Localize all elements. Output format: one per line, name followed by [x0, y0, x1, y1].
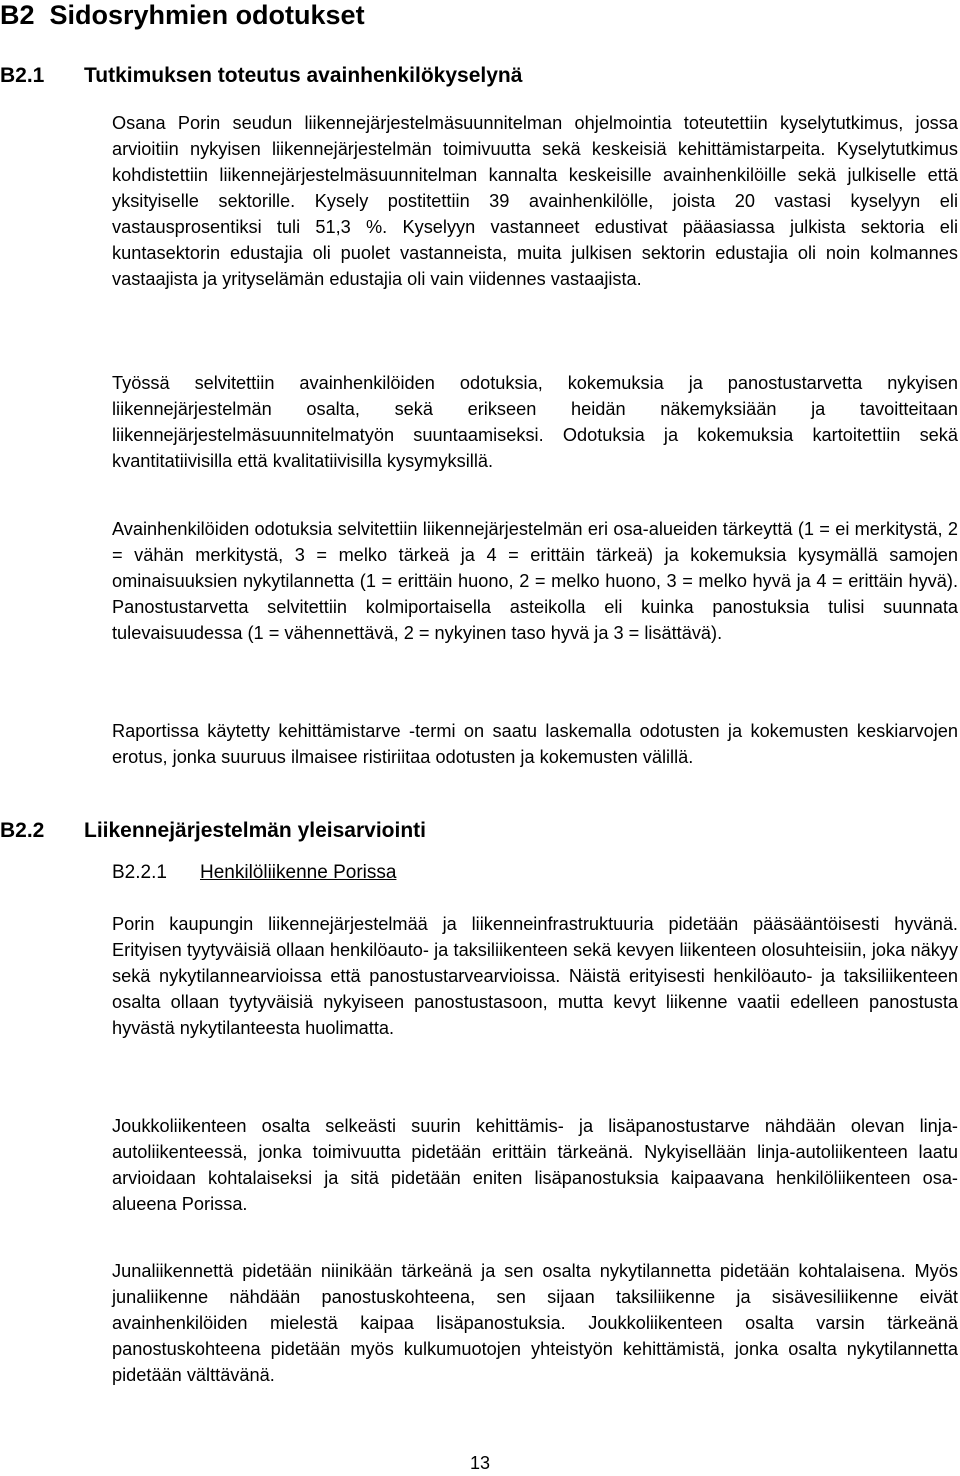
- subsection-heading-b2-1: [0, 63, 522, 89]
- paragraph: Osana Porin seudun liikennejärjestelmäsuunnitelman ohjelmointia toteutettiin kyselytutkimus, jossa arvioitiin nykyisen liikennejärjestelmän toimivuutta sekä keskeisiä kehittämistarpeita. Kyselytutkimus kohdistettiin liikennejärjestelmäsuunnitelman kannalta keskeisille avainhenkilöille sekä julkiselle että yksityiselle sektorille. Kysely postitettiin 39 avainhenkilölle, joista 20 vastasi kyselyyn eli vastausprosentiksi tuli 51,3 %. Kyselyyn vastanneet edustivat pääasiassa julkista sektoria eli kuntasektorin edustajia oli puolet vastanneista, muita julkisen sektorin edustajia oli noin kolmannes vastaajista ja yrityselämän edustajia oli vain viidennes vastaajista.: [112, 113, 958, 289]
- paragraph: Porin kaupungin liikennejärjestelmää ja liikenneinfrastruktuuria pidetään pääsääntöisesti hyvänä. Erityisen tyytyväisiä ollaan henkilöauto- ja taksiliikenteen sekä kevyen liikenteen olosuhteisiin, joka näkyy sekä nykytilannearvioissa että panostustarvearvioissa. Näistä erityisesti henkilöauto- ja taksiliikenteen osalta ollaan tyytyväisiä nykyiseen panostustasoon, mutta kevyt liikenne vaatii edelleen panostusta hyvästä nykytilanteesta huolimatta.: [112, 914, 958, 1038]
- paragraph: Junaliikennettä pidetään niinikään tärkeänä ja sen osalta nykytilannetta pidetään kohtalaisena. Myös junaliikenne nähdään panostuskohteena, sen sijaan taksiliikenne ja sisävesiliikenne eivät avainhenkilöiden mielestä kaipaa lisäpanostuksia. Joukkoliikenteen osalta varsin tärkeänä panostuskohteena pidetään myös kulkumuotojen yhteistyön kehittämistä, jonka osalta nykytilannetta pidetään välttävänä.: [112, 1261, 958, 1385]
- section-title: B2 Sidosryhmien odotukset: [0, 0, 365, 30]
- paragraph: Työssä selvitettiin avainhenkilöiden odotuksia, kokemuksia ja panostustarvetta nykyisen liikennejärjestelmän osalta, sekä erikseen heidän näkemyksiään ja tavoitteitaan liikennejärjestelmäsuunnitelmatyön suuntaamiseksi. Odotuksia ja kokemuksia kartoitettiin sekä kvantitatiivisilla että kvalitatiivisilla kysymyksillä.: [112, 373, 958, 471]
- paragraph: Joukkoliikenteen osalta selkeästi suurin kehittämis- ja lisäpanostustarve nähdään olevan linja-autoliikenteessä, jonka toimivuutta pidetään erittäin tärkeänä. Nykyisellään linja-autoliikenteen laatu arvioidaan kohtalaiseksi ja sitä pidetään eniten lisäpanostuksia kaipaavana henkilöliikenteen osa-alueena Porissa.: [112, 1116, 958, 1214]
- subsection-number: B2.2: [0, 819, 45, 842]
- subsubsection-number: B2.2.1: [112, 862, 167, 883]
- paragraph: Avainhenkilöiden odotuksia selvitettiin liikennejärjestelmän eri osa-alueiden tärkeyttä (1 = ei merkitystä, 2 = vähän merkitystä, 3 = melko tärkeä ja 4 = erittäin tärkeä) ja kokemuksia kysymällä samojen ominaisuuksien nykytilannetta (1 = erittäin huono, 2 = melko huono, 3 = melko hyvä ja 4 = erittäin hyvä). Panostustarvetta selvitettiin kolmiportaisella asteikolla eli kuinka panostuksia tulisi suunnata tulevaisuudessa (1 = vähennettävä, 2 = nykyinen taso hyvä ja 3 = lisättävä).: [112, 519, 958, 643]
- subsection-heading-b2-2: [0, 818, 426, 844]
- paragraph: Raportissa käytetty kehittämistarve -termi on saatu laskemalla odotusten ja kokemusten keskiarvojen erotus, jonka suuruus ilmaisee ristiriitaa odotusten ja kokemusten välillä.: [112, 721, 958, 767]
- page-number: 13: [469, 1453, 491, 1473]
- subsection-title: Tutkimuksen toteutus avainhenkilökyselynä: [84, 64, 523, 87]
- subsection-number: B2.1: [0, 64, 45, 87]
- subsubsection-heading: [112, 861, 396, 885]
- subsection-title: Liikennejärjestelmän yleisarviointi: [84, 819, 426, 842]
- subsubsection-title: Henkilöliikenne Porissa: [200, 862, 397, 883]
